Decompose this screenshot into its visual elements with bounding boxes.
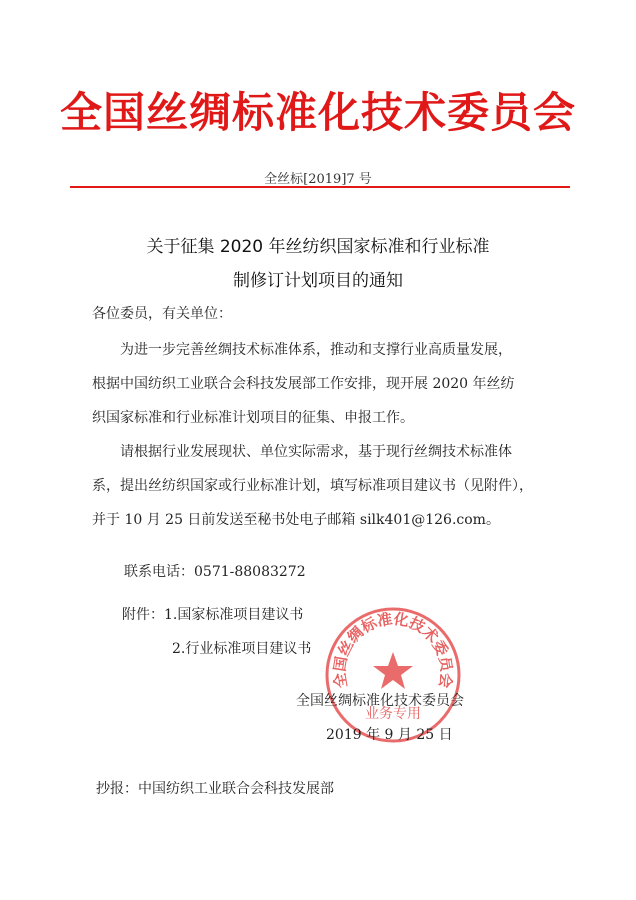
svg-text:全国丝绸标准化技术委员会: 全国丝绸标准化技术委员会 — [330, 609, 456, 690]
contact-phone: 联系电话：0571-88083272 — [124, 564, 306, 580]
attachment-item-1: 附件：1.国家标准项目建议书 — [122, 607, 304, 623]
paragraph-1-line-1: 为进一步完善丝绸技术标准体系，推动和支撑行业高质量发展， — [120, 342, 512, 358]
document-number: 全丝标[2019]7 号 — [264, 172, 372, 187]
paragraph-1-line-3: 织国家标准和行业标准计划项目的征集、申报工作。 — [92, 410, 414, 426]
salutation: 各位委员，有关单位： — [92, 306, 232, 322]
notice-title-line-2: 制修订计划项目的通知 — [233, 271, 403, 291]
paragraph-1-line-2: 根据中国纺织工业联合会科技发展部工作安排，现开展 2020 年丝纺 — [92, 376, 515, 392]
red-divider-line — [70, 186, 570, 188]
signature-organization: 全国丝绸标准化技术委员会 — [296, 693, 464, 709]
svg-text:业务专用: 业务专用 — [365, 706, 421, 722]
paragraph-2-line-3: 并于 10 月 25 日前发送至秘书处电子邮箱 silk401@126.com。 — [92, 512, 500, 528]
paragraph-2-line-2: 系，提出丝纺织国家或行业标准计划，填写标准项目建议书（见附件）， — [92, 478, 533, 494]
letterhead-title: 全国丝绸标准化技术委员会 — [59, 88, 576, 137]
signature-date: 2019 年 9 月 25 日 — [326, 727, 453, 743]
notice-title-line-1: 关于征集 2020 年丝纺织国家标准和行业标准 — [146, 237, 490, 257]
attachment-item-2: 2.行业标准项目建议书 — [172, 641, 312, 657]
paragraph-2-line-1: 请根据行业发展现状、单位实际需求，基于现行丝绸技术标准体 — [120, 444, 512, 460]
cc-line: 抄报：中国纺织工业联合会科技发展部 — [96, 781, 334, 797]
